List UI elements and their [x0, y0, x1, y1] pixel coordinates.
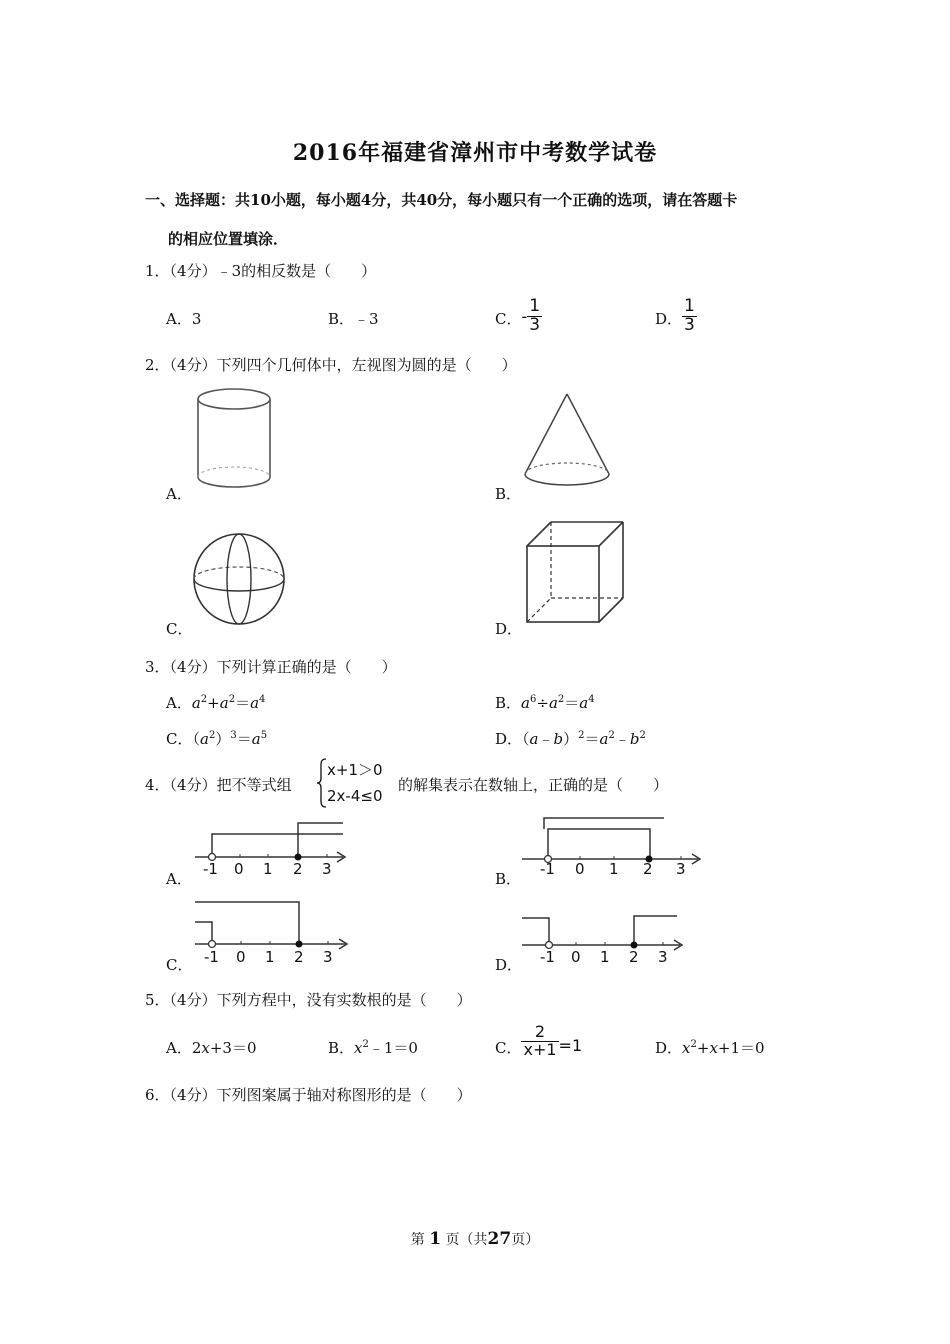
q5-c-numerator: 2: [534, 1022, 546, 1041]
q1-option-c-label: C．: [495, 310, 522, 328]
q5-option-c-label: C．: [495, 1039, 522, 1057]
cylinder-figure: [190, 385, 280, 495]
q3-option-c-label: C．: [166, 730, 193, 748]
q4-option-b: B．: [495, 870, 522, 888]
tick-label: 1: [609, 860, 619, 878]
q5-option-c-fraction: [521, 1024, 558, 1059]
tick-label: 1: [265, 948, 275, 966]
q1-option-a: A．3: [166, 310, 202, 328]
q5-c-denominator: x+1: [523, 1039, 557, 1059]
q6-stem: 6．（4分）下列图案属于轴对称图形的是（ ）: [145, 1086, 472, 1104]
footer-total-pages: 27: [487, 1229, 512, 1249]
page-title: 2016年福建省漳州市中考数学试卷: [292, 140, 658, 166]
q2-option-a: A．: [166, 485, 192, 503]
q1-c-numerator: 1: [529, 296, 541, 316]
tick-label: 1: [263, 860, 273, 878]
tick-label: -1: [204, 948, 219, 966]
q3-stem: 3．（4分）下列计算正确的是（ ）: [145, 658, 397, 676]
tick-label: 1: [600, 948, 610, 966]
q5-stem: 5．（4分）下列方程中，没有实数根的是（ ）: [145, 991, 472, 1009]
q1-option-c-minus: -: [521, 307, 528, 326]
q3-option-b-label: B．: [495, 694, 522, 712]
tick-label: 2: [629, 948, 639, 966]
footer-pre: 第: [410, 1232, 425, 1248]
q3-option-d: D．$(a﹣b)^2=a^2﹣b^2$: [495, 730, 646, 748]
footer-mid: 页（共: [445, 1232, 488, 1248]
tick-label: 0: [571, 948, 581, 966]
sphere-figure: [192, 532, 288, 628]
q5-option-b: B．$x^2﹣1=0$: [328, 1039, 418, 1057]
tick-label: 3: [322, 860, 332, 878]
q5-option-a-label: A．: [166, 1039, 192, 1057]
section-header-line1: 一、选择题：共10小题，每小题4分，共40分，每小题只有一个正确的选项，请在答题卡: [145, 191, 738, 209]
tick-label: 0: [234, 860, 244, 878]
q2-option-c: C．: [166, 620, 193, 638]
q5-option-d: D．$x^2+x+1=0$: [655, 1039, 765, 1057]
q2-option-b: B．: [495, 485, 522, 503]
q5-option-a: A．2x+3＝0: [166, 1039, 257, 1057]
q4-inequality-1: x+1＞0: [327, 761, 383, 779]
tick-label: 3: [676, 860, 686, 878]
q1-d-denominator: 3: [684, 314, 695, 335]
q1-option-d: [655, 298, 697, 335]
q4-option-c: C．: [166, 956, 193, 974]
footer-post: 页）: [511, 1232, 540, 1248]
number-line-c: [195, 898, 355, 953]
tick-label: 3: [323, 948, 333, 966]
q1-option-d-label: D．: [655, 310, 683, 328]
q5-option-c: [495, 1024, 582, 1059]
q1-option-c-fraction: [527, 298, 542, 335]
tick-label: -1: [540, 860, 555, 878]
tick-label: 0: [575, 860, 585, 878]
q3-option-c: C．$(a^2)^3=a^5$: [166, 730, 268, 748]
q4-stem-post: 的解集表示在数轴上，正确的是（ ）: [398, 776, 669, 794]
q1-option-d-fraction: [682, 298, 697, 335]
q4-stem-pre: 4．（4分）把不等式组: [145, 776, 292, 794]
section-header-line2: 的相应位置填涂．: [168, 230, 289, 248]
q1-stem: 1．（4分）﹣3的相反数是（ ）: [145, 262, 377, 280]
tick-label: -1: [203, 860, 218, 878]
q4-inequality-2: 2x-4≤0: [327, 787, 383, 805]
q1-option-b: B．﹣3: [328, 310, 379, 328]
tick-label: 0: [236, 948, 246, 966]
tick-label: 2: [294, 948, 304, 966]
q4-option-a: A．: [166, 870, 192, 888]
q1-d-numerator: 1: [684, 296, 695, 316]
cone-figure: [520, 392, 615, 492]
q5-option-c-rhs: =1: [558, 1036, 583, 1055]
q4-option-d: D．: [495, 956, 523, 974]
tick-label: -1: [540, 948, 555, 966]
page-footer: [0, 1229, 950, 1249]
q5-option-b-label: B．: [328, 1039, 355, 1057]
q5-option-d-label: D．: [655, 1039, 683, 1057]
q1-c-denominator: 3: [529, 314, 541, 335]
q3-option-b: B．$a^6\div a^2=a^4$: [495, 694, 595, 712]
q2-option-d: D．: [495, 620, 523, 638]
cube-figure: [525, 520, 627, 626]
q1-option-c: [495, 298, 542, 335]
tick-label: 3: [658, 948, 668, 966]
q2-stem: 2．（4分）下列四个几何体中，左视图为圆的是（ ）: [145, 356, 517, 374]
q3-option-d-label: D．: [495, 730, 523, 748]
tick-label: 2: [643, 860, 653, 878]
q3-option-a: A．$a^2+a^2=a^4$: [166, 694, 266, 712]
q3-option-a-label: A．: [166, 694, 192, 712]
footer-page-number: 1: [429, 1229, 442, 1249]
tick-label: 2: [293, 860, 303, 878]
